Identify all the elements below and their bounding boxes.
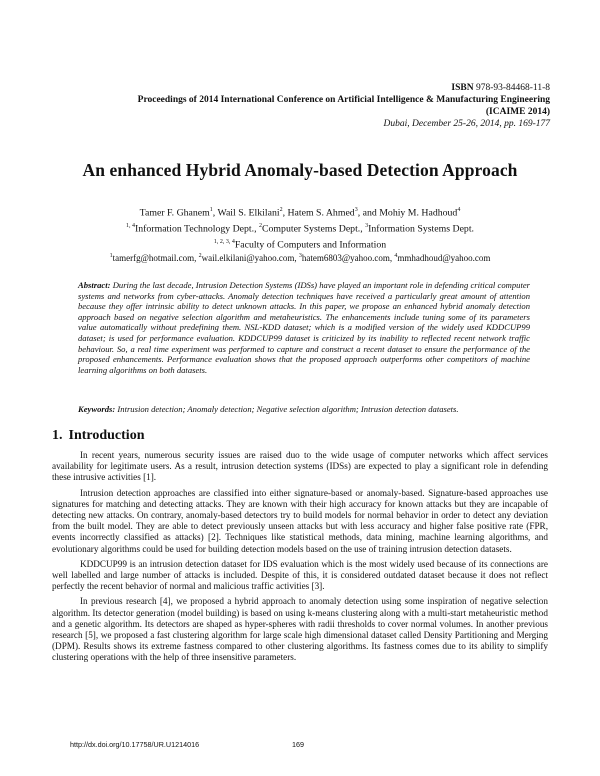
author-sup: 1	[209, 207, 213, 213]
author-name: Hatem S. Ahmed	[287, 207, 355, 219]
paragraph: KDDCUP99 is an intrusion detection dataset for IDS evaluation which is the most widely used because of its connections are well labelled and large number of attacks is included. Despite of this, it is considered outdated dataset because it does not reflect perfectly the recent behavior of normal and malicious traffic activities [3].	[52, 558, 548, 592]
paragraph: In previous research [4], we proposed a hybrid approach to anomaly detection using some inspiration of negative selection algorithm. Its detector generation (model building) is based on using k-means clustering along with a multi-start metaheuristic method and a genetic algorithm. Its detectors are shaped as hyper-spheres with radii thresholds to cover normal volumes. In another previous research [5], we proposed a fast clustering algorithm for large scale high dimensional dataset called Density Partitioning and Merging (DPM). Results shows its extreme fastness compared to other clustering algorithms. Its fastness comes due to its ability to simplify clustering operations with the help of three insensitive parameters.	[52, 596, 548, 663]
proceedings-title: Proceedings of 2014 International Conference on Artificial Intelligence & Manufacturing Engineering	[137, 95, 550, 105]
author-separator: ,	[212, 207, 218, 219]
author-name: Tamer F. Ghanem	[139, 207, 210, 219]
email-address[interactable]: mmhadhoud@yahoo.com	[397, 253, 491, 263]
affiliation-text: Faculty of Computers and Information	[234, 238, 387, 250]
conference-header	[138, 82, 550, 130]
affiliation-text: Information Technology Dept.,	[134, 223, 259, 235]
author-list	[0, 204, 600, 220]
doi-link[interactable]: http://dx.doi.org/10.17758/UR.U1214016	[70, 740, 200, 749]
author-name: Wail S. Elkilani	[217, 207, 280, 219]
keywords-label: Keywords:	[78, 404, 116, 414]
authors-block	[0, 204, 600, 251]
affiliation-text: Computer Systems Dept.,	[262, 223, 366, 235]
author-separator: , and	[357, 207, 380, 219]
isbn-number: 978-93-84468-11-8	[475, 83, 550, 93]
affiliation-sup: 1, 2, 3, 4	[213, 238, 235, 245]
abstract	[78, 280, 530, 375]
email-sup: 1	[109, 253, 113, 259]
email-address[interactable]: wail.elkilani@yahoo.com,	[201, 253, 299, 263]
abstract-text: During the last decade, Intrusion Detection Systems (IDSs) have played an important role in defending critical computer systems and networks from cyber-attacks. Anomaly detection techniques have received a particularly great amount of attention because they offer intrinsic ability to detect unknown attacks. In this paper, we propose an enhanced hybrid anomaly detection approach based on negative selection algorithm and metaheuristics. The enhancements include tuning some of its parameters value automatically without predefining them. NSL-KDD dataset; which is a modified version of the widely used KDDCUP99 dataset; is used for performance evaluation. KDDCUP99 dataset is criticized by its inability to reflected recent network traffic behaviour. So, a real time experiment was performed to capture and construct a recent dataset to ensure the performance of the proposed enhancements. Performance evaluation shows that the proposed approach outperforms other competitors of machine learning algorithms on both datasets.	[78, 280, 530, 375]
affiliation-departments	[0, 220, 600, 236]
author-emails	[0, 253, 600, 263]
keywords-text: Intrusion detection; Anomaly detection; Negative selection algorithm; Intrusion detection datasets.	[117, 404, 459, 414]
email-sup: 2	[198, 253, 202, 259]
section-number: 1.	[52, 428, 63, 443]
author-sup: 2	[279, 207, 283, 213]
affiliation-sup: 2	[259, 222, 262, 229]
email-sup: 3	[298, 253, 302, 259]
author-sup: 4	[457, 207, 461, 213]
keywords	[78, 404, 530, 415]
isbn-label: ISBN	[451, 83, 474, 93]
email-address[interactable]: tamerfg@hotmail.com,	[112, 253, 199, 263]
affiliation-sup: 1, 4	[125, 222, 135, 229]
page-number: 169	[292, 740, 304, 749]
section-body	[52, 450, 548, 668]
affiliation-text: Information Systems Dept.	[368, 223, 474, 235]
email-sup: 4	[394, 253, 398, 259]
paper-title: An enhanced Hybrid Anomaly-based Detection Approach	[82, 160, 518, 180]
author-name: Mohiy M. Hadhoud	[379, 207, 458, 219]
author-separator: ,	[282, 207, 288, 219]
section-heading	[52, 428, 144, 444]
affiliation-faculty	[0, 236, 600, 252]
email-address[interactable]: hatem6803@yahoo.com,	[301, 253, 395, 263]
affiliation-sup: 3	[365, 222, 369, 229]
paragraph: Intrusion detection approaches are classified into either signature-based or anomaly-based. Signature-based approaches use signatures for matching and detecting attacks. They are known with their high accuracy for known attacks but they are incapable of detecting new attacks. On contrary, anomaly-based detectors try to build models for normal behavior in order to detect any deviation from the built model. They are able to detect previously unseen attacks but with less accuracy and higher false positive rate (FPR, events incorrectly classified as attacks) [2]. Techniques like statistical methods, data mining, machine learning algorithms, and evolutionary algorithms could be used for building detection models based on the use of training intrusion detection datasets.	[52, 487, 548, 554]
section-title: Introduction	[68, 428, 145, 443]
paragraph: In recent years, numerous security issues are raised duo to the wide usage of computer networks which affect services availability for legitimate users. As a result, intrusion detection systems (IDSs) are expected to play a significant role in defending these intrusive activities [1].	[52, 450, 548, 483]
isbn-line	[138, 82, 550, 94]
author-sup: 3	[354, 207, 358, 213]
venue-date-pages: Dubai, December 25-26, 2014, pp. 169-177	[383, 119, 550, 129]
proceedings-acronym: (ICAIME 2014)	[485, 107, 550, 117]
abstract-label: Abstract:	[78, 280, 111, 290]
